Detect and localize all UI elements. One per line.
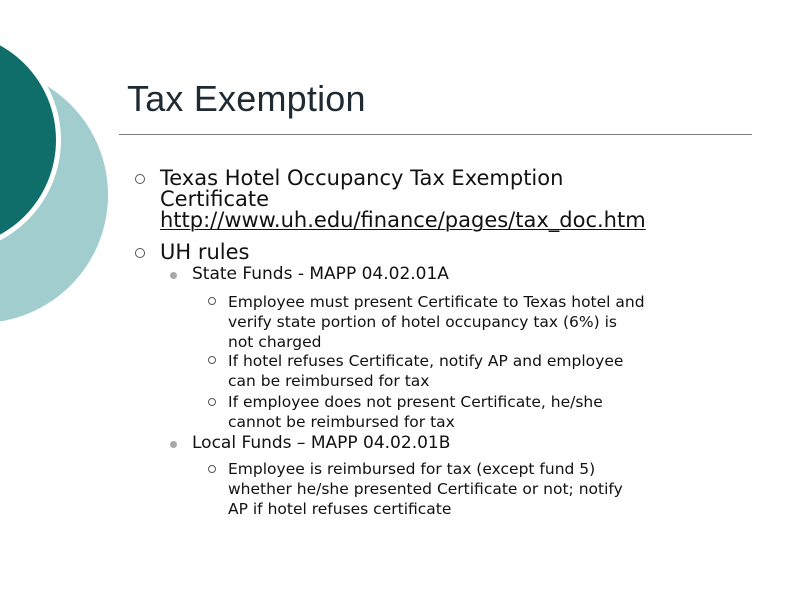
bullet-line: not charged <box>228 333 322 351</box>
bullet-line: If employee does not present Certificate, he/she <box>228 393 603 411</box>
bullet-line: can be reimbursed for tax <box>228 372 430 390</box>
rule-employee-must-present <box>228 292 645 352</box>
gray-dot-bullet-icon <box>170 441 177 448</box>
bullet-uh-rules <box>160 242 249 263</box>
bullet-line: UH rules <box>160 240 250 264</box>
bullet-texas-hotel <box>160 168 646 231</box>
bullet-line: Certificate <box>160 187 270 211</box>
rule-employee-does-not-present <box>228 392 603 432</box>
bullet-line: AP if hotel refuses certificate <box>228 500 452 518</box>
bullet-line: verify state portion of hotel occupancy tax (6%) is <box>228 313 617 331</box>
local-funds-heading: Local Funds – MAPP 04.02.01B <box>192 433 451 453</box>
bullet-line: Texas Hotel Occupancy Tax Exemption <box>160 166 564 190</box>
hollow-circle-bullet-icon <box>208 465 216 473</box>
gray-dot-bullet-icon <box>170 272 177 279</box>
bullet-line: Employee is reimbursed for tax (except fund 5) <box>228 460 596 478</box>
bullet-line: whether he/she presented Certificate or not; notify <box>228 480 623 498</box>
bullet-line: Employee must present Certificate to Texas hotel and <box>228 293 645 311</box>
hollow-circle-bullet-icon <box>208 398 216 406</box>
hollow-circle-bullet-icon <box>135 248 145 258</box>
tax-doc-link[interactable]: http://www.uh.edu/finance/pages/tax_doc.htm <box>160 208 646 232</box>
bullet-line: cannot be reimbursed for tax <box>228 413 455 431</box>
hollow-circle-bullet-icon <box>208 356 216 364</box>
state-funds-heading: State Funds - MAPP 04.02.01A <box>192 264 449 284</box>
rule-hotel-refuses <box>228 351 623 391</box>
slide-title: Tax Exemption <box>127 78 366 119</box>
bullet-line: If hotel refuses Certificate, notify AP and employee <box>228 352 624 370</box>
rule-employee-reimbursed <box>228 459 623 519</box>
hollow-circle-bullet-icon <box>208 297 216 305</box>
hollow-circle-bullet-icon <box>135 174 145 184</box>
